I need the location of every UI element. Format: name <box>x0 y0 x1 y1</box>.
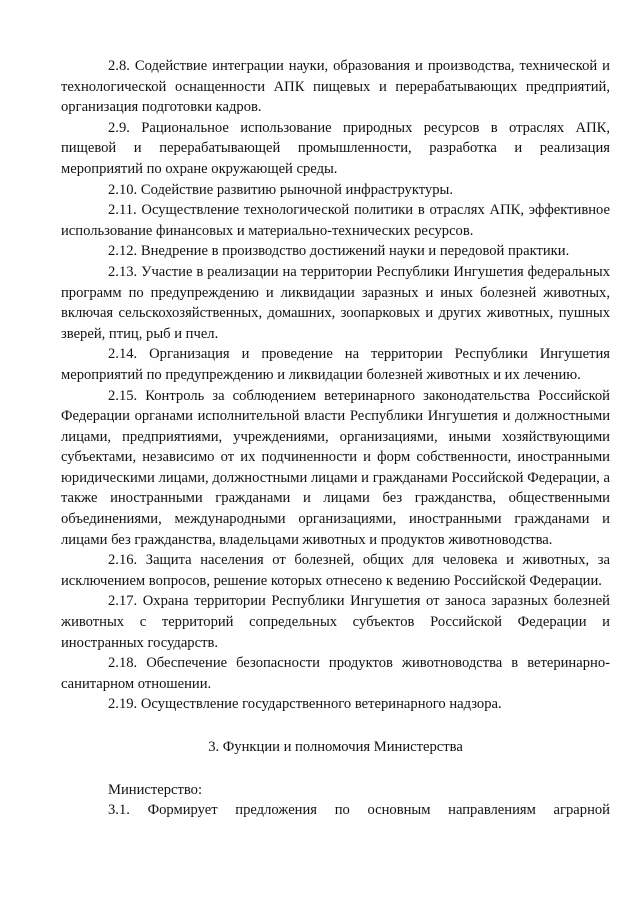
paragraph-2-11: 2.11. Осуществление технологической политики в отраслях АПК, эффективное использование финансовых и материально-технических ресурсов. <box>61 202 610 239</box>
paragraph-2-16: 2.16. Защита населения от болезней, общих для человека и животных, за исключением вопросов, решение которых отнесено к ведению Российской Федерации. <box>61 552 610 589</box>
intro-text: Министерство: <box>108 781 203 798</box>
paragraph-2-12: 2.12. Внедрение в производство достижений науки и передовой практики. <box>108 243 570 260</box>
paragraph-2-18: 2.18. Обеспечение безопасности продуктов животноводства в ветеринарно-санитарном отношении. <box>61 655 610 692</box>
paragraph-2-13: 2.13. Участие в реализации на территории Республики Ингушетия федеральных программ по предупреждению и ликвидации заразных и иных болезней животных, включая сельскохозяйственных, домашних, зоопарковых и других животных, пушных зверей, птиц, рыб и пчел. <box>61 263 610 342</box>
paragraph-2-10: 2.10. Содействие развитию рыночной инфраструктуры. <box>108 181 453 198</box>
paragraph-2-17: 2.17. Охрана территории Республики Ингушетия от заноса заразных болезней животных с территорий сопредельных субъектов Российской Федерации и иностранных государств. <box>61 593 610 651</box>
paragraph-2-9: 2.9. Рациональное использование природных ресурсов в отраслях АПК, пищевой и перерабатывающей промышленности, разработка и реализация мероприятий по охране окружающей среды. <box>61 119 610 177</box>
paragraph-2-19: 2.19. Осуществление государственного ветеринарного надзора. <box>108 696 502 713</box>
paragraph-2-14: 2.14. Организация и проведение на территории Республики Ингушетия мероприятий по предупреждению и ликвидации болезней животных и их лечению. <box>61 346 610 383</box>
document-page <box>61 56 610 821</box>
paragraph-3-1: 3.1. Формирует предложения по основным направлениям аграрной <box>108 802 610 819</box>
paragraph-2-15: 2.15. Контроль за соблюдением ветеринарного законодательства Российской Федерации органами исполнительной власти Республики Ингушетия и должностными лицами, предприятиями, учреждениями, организациями, иными хозяйствующими субъектами, независимо от их подчиненности и форм собственности, иностранными юридическими лицами, должностными лицами и гражданами Российской Федерации, а также иностранными гражданами и лицами без гражданства, общественными объединениями, международными организациями, иностранными гражданами и лицами без гражданства, владельцами животных и продуктов животноводства. <box>61 387 610 548</box>
section-heading: 3. Функции и полномочия Министерства <box>208 739 463 755</box>
paragraph-2-8: 2.8. Содействие интеграции науки, образования и производства, технической и технологической оснащенности АПК пищевых и перерабатывающих предприятий, организация подготовки кадров. <box>61 58 610 116</box>
